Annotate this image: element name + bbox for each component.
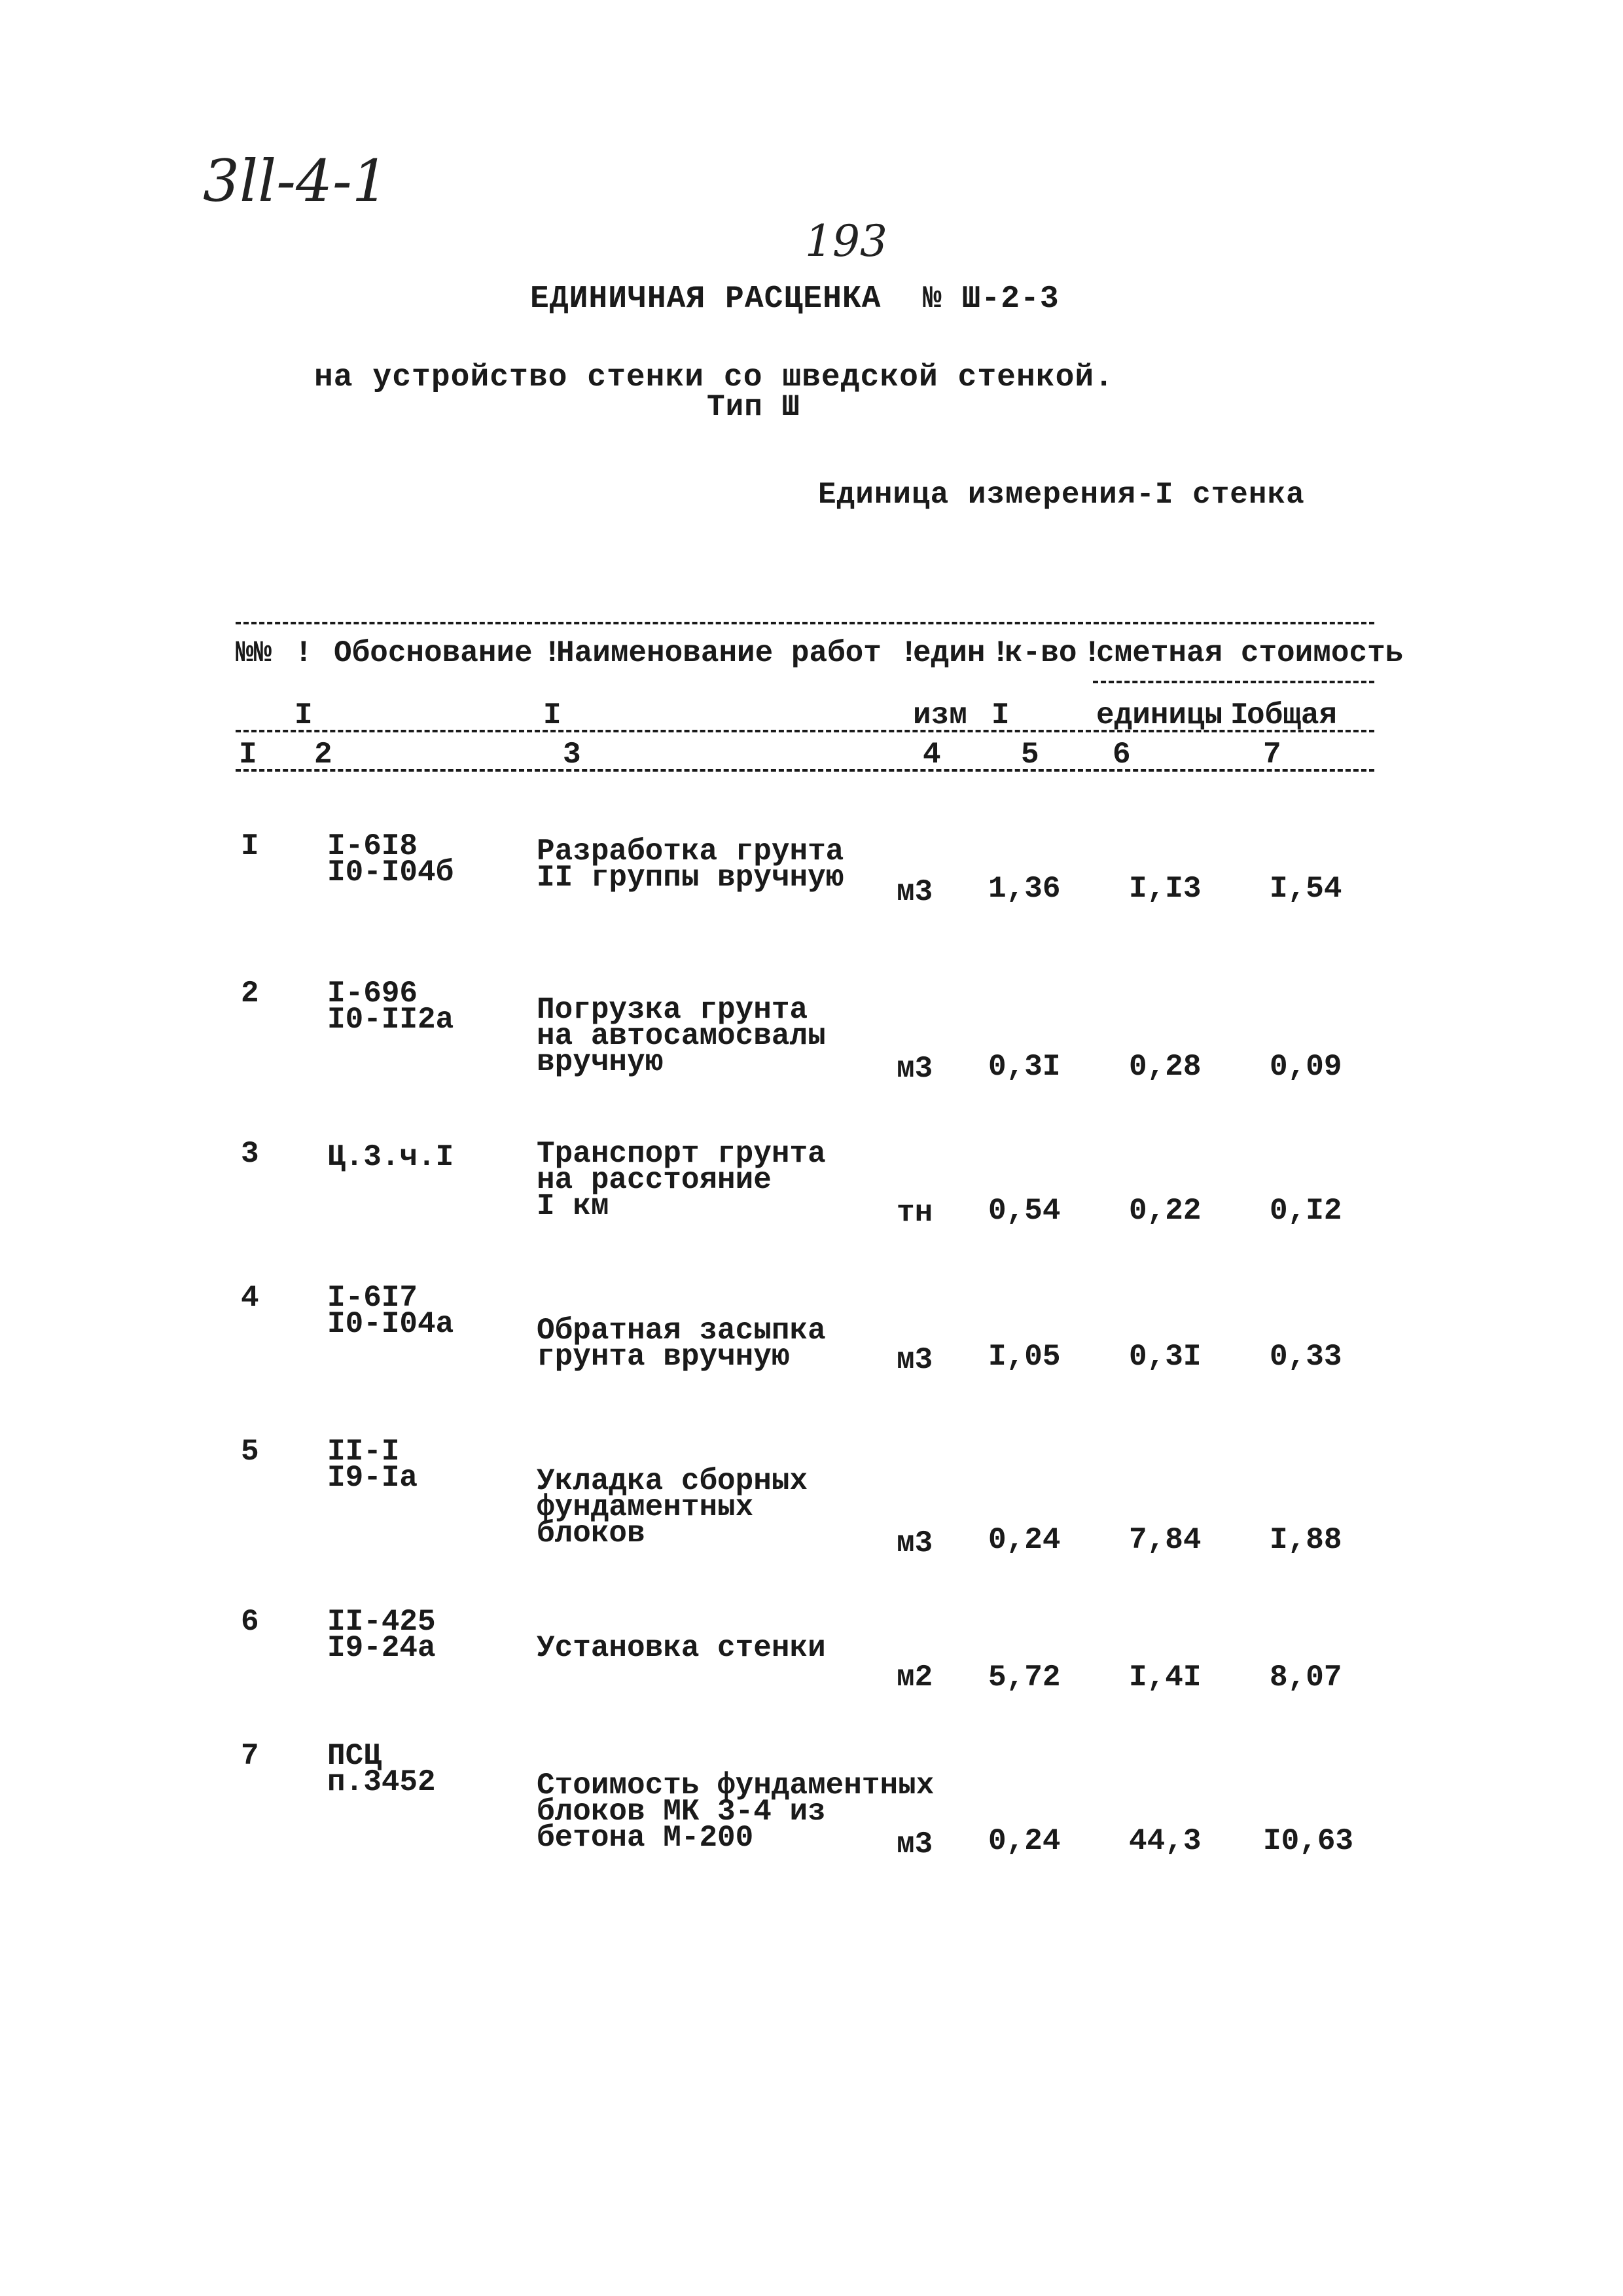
row-total: I,54 (1270, 872, 1342, 906)
page-number: 193 (805, 216, 887, 266)
row-unit-cost: 44,3 (1129, 1824, 1202, 1858)
header-col-unit: един (913, 636, 986, 670)
header-col-qty: к-во (1005, 636, 1077, 670)
header-col-total: общая (1247, 698, 1338, 732)
row-name-line: I км (537, 1189, 609, 1223)
header-col-number: №№ (236, 636, 272, 670)
header-num-6: 6 (1113, 738, 1131, 772)
row-name-line: на расстояние (537, 1163, 772, 1197)
row-basis-line: I0-I04а (327, 1307, 454, 1341)
row-name-line: фундаментных (537, 1490, 754, 1524)
header-col-unit-2: изм (913, 698, 967, 732)
row-number: I (241, 829, 259, 863)
row-total: 8,07 (1270, 1660, 1342, 1695)
row-name-line: на автосамосвалы (537, 1019, 826, 1053)
header-rule-top (236, 622, 1374, 624)
row-unit: м2 (897, 1660, 933, 1695)
row-name-line: вручную (537, 1045, 664, 1079)
rate-number: № Ш-2-3 (923, 281, 1060, 317)
row-name-line: Разработка грунта (537, 834, 844, 869)
row-unit-cost: 7,84 (1129, 1523, 1202, 1557)
row-basis-line: I9-24а (327, 1631, 436, 1665)
header-sep: I (543, 698, 562, 732)
row-basis-line: I-6I8 (327, 829, 418, 863)
row-name-line: Стоимость фундаментных (537, 1768, 935, 1803)
header-num-4: 4 (923, 738, 941, 772)
header-rule-mid (236, 730, 1374, 732)
row-name-line: Укладка сборных (537, 1464, 808, 1498)
row-name-line: блоков МК 3-4 из (537, 1795, 826, 1829)
document-subtitle-type: Тип Ш (707, 390, 801, 424)
row-unit: м3 (897, 1526, 933, 1560)
header-sep: I (1230, 698, 1249, 732)
row-total: 0,09 (1270, 1050, 1342, 1084)
row-qty: 1,36 (988, 872, 1061, 906)
header-num-3: 3 (563, 738, 581, 772)
header-num-7: 7 (1263, 738, 1281, 772)
row-unit: м3 (897, 1343, 933, 1377)
row-unit-cost: I,I3 (1129, 872, 1202, 906)
row-basis-line: I-696 (327, 977, 418, 1011)
row-unit: м3 (897, 1052, 933, 1086)
row-unit: тн (897, 1196, 933, 1230)
header-col-unit-cost: единицы (1096, 698, 1223, 732)
header-num-1: I (239, 738, 257, 772)
row-name-line: блоков (537, 1516, 645, 1551)
header-sep: ! (1083, 636, 1101, 670)
header-sep: I (294, 698, 313, 732)
row-basis-line: II-425 (327, 1605, 436, 1639)
row-total: I0,63 (1263, 1824, 1354, 1858)
row-number: 2 (241, 977, 259, 1011)
row-name-line: Транспорт грунта (537, 1137, 826, 1171)
row-qty: 0,24 (988, 1523, 1061, 1557)
row-qty: 0,3I (988, 1050, 1061, 1084)
row-number: 6 (241, 1605, 259, 1639)
row-qty: I,05 (988, 1340, 1061, 1374)
row-unit-cost: 0,28 (1129, 1050, 1202, 1084)
row-unit: м3 (897, 875, 933, 909)
row-name-line: грунта вручную (537, 1340, 790, 1374)
row-unit-cost: I,4I (1129, 1660, 1202, 1695)
row-basis-line: I-6I7 (327, 1281, 418, 1315)
row-number: 4 (241, 1281, 259, 1315)
row-qty: 5,72 (988, 1660, 1061, 1695)
row-name-line: Обратная засыпка (537, 1314, 826, 1348)
row-name-line: Погрузка грунта (537, 993, 808, 1027)
header-rule-bottom (236, 769, 1374, 772)
header-sep: I (991, 698, 1010, 732)
row-basis-line: II-I (327, 1435, 400, 1469)
row-basis-line: I0-I04б (327, 855, 454, 889)
row-total: I,88 (1270, 1523, 1342, 1557)
header-sep: ! (900, 636, 918, 670)
row-unit-cost: 0,22 (1129, 1194, 1202, 1228)
row-basis-line: п.3452 (327, 1765, 436, 1799)
header-col-basis: Обоснование (334, 636, 533, 670)
header-sep: ! (543, 636, 562, 670)
row-total: 0,33 (1270, 1340, 1342, 1374)
row-unit: м3 (897, 1827, 933, 1861)
row-unit-cost: 0,3I (1129, 1340, 1202, 1374)
row-total: 0,I2 (1270, 1194, 1342, 1228)
row-basis-line: I9-Iа (327, 1461, 418, 1495)
header-col-name: Наименование работ (556, 636, 882, 670)
row-name-line: бетона М-200 (537, 1821, 754, 1855)
header-num-5: 5 (1021, 738, 1039, 772)
row-name-line: Установка стенки (537, 1631, 826, 1665)
document-code: 3ll-4-1 (203, 147, 389, 215)
row-name-line: II группы вручную (537, 861, 844, 895)
row-basis-line: Ц.3.ч.I (327, 1140, 454, 1174)
row-qty: 0,24 (988, 1824, 1061, 1858)
row-qty: 0,54 (988, 1194, 1061, 1228)
row-basis-line: I0-II2а (327, 1003, 454, 1037)
row-basis-line: ПСЦ (327, 1739, 382, 1773)
document-subtitle: на устройство стенки со шведской стенкой. (314, 360, 1114, 395)
header-sep: ! (294, 636, 313, 670)
header-num-2: 2 (314, 738, 332, 772)
header-sep: ! (991, 636, 1010, 670)
row-number: 3 (241, 1137, 259, 1171)
unit-of-measure: Единица измерения-I стенка (818, 478, 1305, 512)
header-col-cost: сметная стоимость (1096, 636, 1404, 670)
row-number: 7 (241, 1739, 259, 1773)
document-title: ЕДИНИЧНАЯ РАСЦЕНКА (530, 281, 882, 317)
row-number: 5 (241, 1435, 259, 1469)
header-rule-cost (1093, 681, 1374, 683)
